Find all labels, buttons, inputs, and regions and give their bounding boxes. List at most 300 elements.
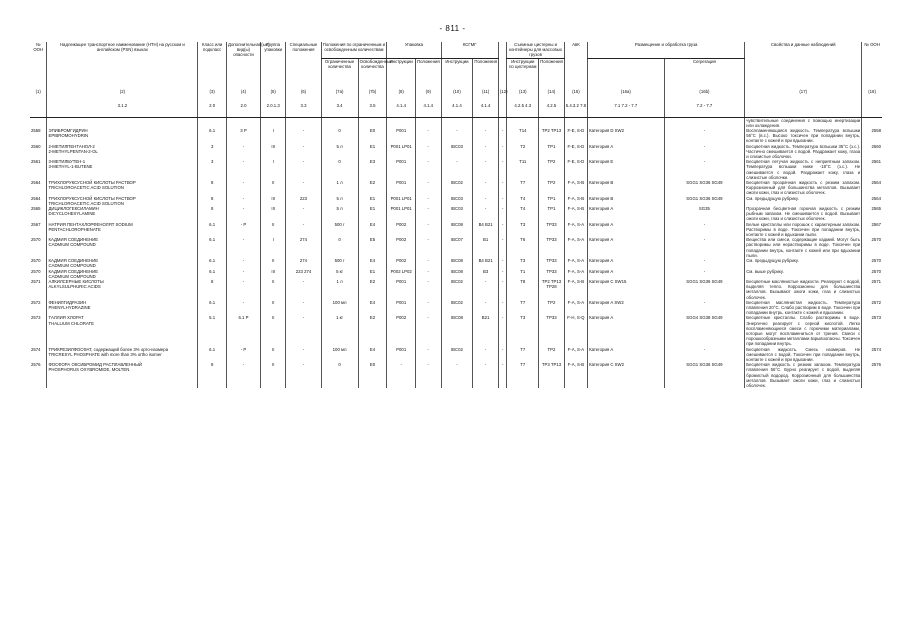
cell-ems: F-A, S-B [564,279,587,300]
header-tanks-group: Съемные цистерны и контейнеры для массовых грузов [507,42,564,58]
cell-ems: F-A, S-B [564,180,587,196]
cell-class: 6.1 [198,347,227,363]
cell-packing-instruction: P001 LP01 [387,144,416,160]
cell-col12: - [498,128,506,144]
cell-tank-provision: TP3 TP13 [539,362,565,388]
cell-col12: - [498,300,506,316]
cell-subsidiary-risk: - [226,279,260,300]
shipping-name-ru: 3-МЕТИЛБУТЕН-1 [48,159,86,165]
cell-ems: F-A, S-A [564,258,587,268]
shipping-name-ru: ФОСФОРА ОКСИБРОМИД РАСПЛАВЛЕННЫЙ [48,362,142,368]
col-ref: 2.0.1.3 [260,103,285,118]
cell-un-number: 2560 [31,143,41,149]
cell-ems: F-A, S-A [564,347,587,363]
shipping-name-ru: НАТРИЯ ПЕНТАХЛОРФЕНОЛЯТ SODIUM [48,221,133,227]
cell-ems: F-A, S-A [564,222,587,238]
cell-stowage: Категория A [588,222,664,238]
header-tank-provisions: Положения [539,58,565,81]
cell-packing-instruction: P001 [387,300,416,316]
cell-tank-instruction: T4 [507,206,539,222]
cell-class: 8 [198,196,227,206]
cell-class [198,117,227,128]
cell-segregation: - [664,347,745,363]
cell-ibc-provision: - [473,180,499,196]
cell-subsidiary-risk: - P [226,222,260,238]
col-num: (12) [498,81,506,103]
cell-properties: Белые кристаллы или порошок с характерным запахом. Растворимы в воде. Токсичен при попадании внутрь, контакте с кожей и вдыхании пыли. [746,221,861,238]
shipping-name-en: DICYCLOHEXYLAMINE [48,211,96,217]
header-packing-group-label: Упаковка [387,42,441,58]
cell-packing-instruction: P001 [387,279,416,300]
header-packing-group: Группа упаковки [260,42,285,81]
cell-packing-provision: - [416,196,441,206]
shipping-name-en: PHENYLHYDRAZINE [48,304,91,310]
header-limited-qty: Ограниченные количества [321,58,358,81]
cell-packing-group: II [260,347,285,363]
cell-un-number-right: 2564 [862,196,882,206]
cell-ibc-provision: B4 B21 [473,258,499,268]
shipping-name-ru: ТРИКРЕЗИЛФОСФАТ, содержащий более 3% орто-изомера [48,346,169,352]
cell-limited-quantity: 1 л [321,180,358,196]
cell-ibc-provision: B1 [473,237,499,258]
cell-ems: F-A, S-A [564,237,587,258]
cell-limited-quantity: 1 кг [321,315,358,346]
header-packing-instructions: Инструкции [387,58,416,81]
cell-packing-group: I [260,237,285,258]
cell-subsidiary-risk: - [226,144,260,160]
cell-segregation: SGG1 SG36 SG49 [664,279,745,300]
cell-class: 6.1 [198,258,227,268]
col-ref: 3.3 [286,103,321,118]
col-ref: 7.1 7.2 - 7.7 [588,103,664,118]
header-ems: АвК [564,42,587,81]
cell-packing-provision: - [416,300,441,316]
col-num: (16a) [588,81,664,103]
cell-tank-provision: TP2 [539,300,565,316]
cell-stowage: Категория А [588,237,664,258]
cell-ibc-provision: - [473,159,499,180]
cell-shipping-name [47,206,198,222]
cell-subsidiary-risk: 3 P [226,128,260,144]
cell-special-provisions: 274 [286,258,321,268]
header-packing-provisions: Положения [416,58,441,81]
cell-properties: Бесцветные кристаллы. Слабо растворимы в воде. Энергично реагирует с серной кислотой. Легко воспламеняющиеся смеси с горючими материалами, которые могут воспламениться от трения. Смеси с порошкообразными металлами взрывоопасны. Токсичен при попадании внутрь. [746,315,861,347]
cell-tank-provision: TP33 [539,315,565,346]
cell-tank-provision: TP2 TP13 TP28 [539,279,565,300]
cell-limited-quantity [321,117,358,128]
cell-tank-provision: TP1 [539,196,565,206]
cell-tank-provision: TP33 [539,237,565,258]
col-num: (5) [260,81,285,103]
cell-ibc-provision: - [473,196,499,206]
shipping-name-ru: ФЕНИЛГИДРАЗИН [48,299,87,305]
cell-ibc-instruction: - [441,159,473,180]
cell-packing-provision: - [416,206,441,222]
cell-limited-quantity: 5 л [321,144,358,160]
cell-col12: - [498,144,506,160]
cell-packing-instruction: P002 [387,222,416,238]
cell-class: 6.1 [198,237,227,258]
cell-ems: F-E, S-D [564,128,587,144]
col-num: (16b) [664,81,745,103]
table-row [30,180,882,196]
table-row [30,258,882,268]
shipping-name-ru: ТРИХЛОРУКСУСНОЙ КИСЛОТЫ РАСТВОР [48,180,136,186]
col-ref [498,103,506,118]
cell-un-number-right: 2573 [862,315,882,346]
col-num: (7a) [321,81,358,103]
cell-properties: Воспламеняющаяся жидкость. Температура вспышки 56°C (в.с.). Высоко токсичен при попадании внутрь, контакте с кожей и при вдыхании. [746,128,861,144]
cell-packing-instruction: P001 LP01 [387,196,416,206]
col-num: (7b) [358,81,387,103]
col-ref: 2.0 [198,103,227,118]
table-row [30,196,882,206]
cell-class: 8 [198,206,227,222]
header-col12 [498,42,506,81]
cell-un-number: 2570 [31,258,41,264]
cell-un-number: 2574 [31,346,41,352]
cell-shipping-name [47,117,198,128]
col-ref: 4.2.5 [539,103,565,118]
cell-shipping-name [47,300,198,316]
cell-properties: Бесцветная прозрачная жидкость с резким запахом. Коррозионный для большинства металлов. Вызывает ожоги кожи, глаз и слизистых оболочек. [746,180,861,196]
cell-tank-instruction: T2 [507,144,539,160]
table-row [30,315,882,346]
cell-subsidiary-risk: 6.1 P [226,315,260,346]
cell-ibc-provision: B3 [473,269,499,279]
cell-un-number: 2573 [31,315,41,321]
col-num: (2) [47,81,198,103]
cell-ems: F-A, S-A [564,300,587,316]
cell-special-provisions: - [286,315,321,346]
header-excepted-qty: Освобожденные количества [358,58,387,81]
cell-stowage: Категория В [588,180,664,196]
cell-segregation: - [664,300,745,316]
header-un-right: № ООН [862,42,882,81]
cell-subsidiary-risk: - [226,300,260,316]
cell-ems: F-A, S-A [564,269,587,279]
table-row [30,222,882,238]
cell-un-number: 2558 [31,128,41,134]
col-num: (15) [564,81,587,103]
cell-packing-provision: - [416,315,441,346]
table-row [30,269,882,279]
cell-packing-instruction: P001 [387,180,416,196]
cell-col12: - [498,362,506,388]
cell-tank-instruction: T7 [507,180,539,196]
cell-un-number-right: 2572 [862,300,882,316]
cell-packing-group [260,117,285,128]
cell-class: 6.1 [198,222,227,238]
cell-stowage: Категория E [588,159,664,180]
col-ref: 4.2.5 4.3 [507,103,539,118]
cell-packing-group: III [260,196,285,206]
cell-ibc-provision: - [473,300,499,316]
header-name: Надлежащее транспортное наименование (НТН) на русском и английском (PSN) языках [47,42,198,81]
header-stowage [588,58,664,81]
cell-ibc-instruction: - [441,362,473,388]
cell-ibc-instruction: IBC02 [441,347,473,363]
cell-special-provisions: - [286,347,321,363]
cell-excepted-quantity: E2 [358,279,387,300]
cell-col12: - [498,347,506,363]
col-num: (11) [473,81,499,103]
cell-special-provisions: 223 [286,196,321,206]
shipping-name-ru: ТРИХЛОРУКСУСНОЙ КИСЛОТЫ РАСТВОР [48,195,136,201]
table-row [30,117,882,128]
cell-special-provisions: - [286,144,321,160]
shipping-name-en: ALKYLSULPHURIC ACIDS [48,284,101,290]
cell-excepted-quantity: E4 [358,347,387,363]
cell-un-number-right: 2565 [862,206,882,222]
cell-subsidiary-risk: - [226,196,260,206]
cell-shipping-name [47,237,198,258]
col-num: (4) [226,81,260,103]
cell-excepted-quantity: E0 [358,362,387,388]
cell-stowage: Категория C SW15 [588,279,664,300]
cell-un-number: 2572 [31,299,41,305]
cell-stowage: Категория A [588,258,664,268]
cell-properties: Бесцветная жидкость. Температура вспышки 35°C (з.с.). Частично смешивается с водой. Раздражает кожу, глаза и слизистые оболочки. [746,143,861,160]
cell-excepted-quantity: E4 [358,222,387,238]
cell-limited-quantity: 0 [321,159,358,180]
col-num: (17) [745,81,862,103]
table-row [30,128,882,144]
cell-segregation [664,117,745,128]
cell-ibc-instruction: IBC02 [441,279,473,300]
col-num: (9) [416,81,441,103]
cell-un-number-right: 2570 [862,269,882,279]
cell-tank-instruction: T4 [507,196,539,206]
cell-class: 3 [198,144,227,160]
header-special-provisions: Специальные положения [286,42,321,81]
cell-excepted-quantity: E5 [358,237,387,258]
header-class: Класс или подкласс [198,42,227,81]
cell-packing-provision: - [416,237,441,258]
col-ref: 7.2 - 7.7 [664,103,745,118]
shipping-name-en: PENTACHLOROPHENATE [48,226,101,232]
shipping-name-en: PHOSPHORUS OXYBROMIDE, MOLTEN [48,367,130,373]
cell-shipping-name [47,279,198,300]
cell-un-number: 2564 [31,180,41,186]
cell-segregation: SGG1 SG36 SG49 [664,180,745,196]
shipping-name-ru: КАДМИЯ СОЕДИНЕНИЕ [48,258,99,264]
cell-packing-group: II [260,362,285,388]
cell-properties: чувствительные соединения с помощью инертизации или охлаждения. [746,117,861,128]
cell-ibc-provision: - [473,144,499,160]
cell-properties: Вещества или смеси, содержащие кадмий. Могут быть растворимы или нерастворимы в воде. Токсичен при попадании внутрь, контакте с кожей или при вдыхании пыли. [746,237,861,258]
shipping-name-ru: ДИЦИКЛОГЕКСИЛАМИН [48,206,99,212]
cell-class: 6.1 [198,269,227,279]
cell-un-number: 2564 [31,195,41,201]
table-row [30,300,882,316]
shipping-name-ru: КАДМИЯ СОЕДИНЕНИЕ [48,237,99,243]
cell-class: 8 [198,362,227,388]
cell-packing-group: II [260,279,285,300]
col-num: (14) [539,81,565,103]
cell-un-number: 2571 [31,278,41,284]
cell-limited-quantity: 500 г [321,222,358,238]
cell-tank-provision: TP1 [539,206,565,222]
cell-limited-quantity: 500 г [321,258,358,268]
cell-stowage: Категория В [588,196,664,206]
cell-special-provisions: - [286,279,321,300]
cell-segregation: SGG1 SG36 SG49 [664,362,745,388]
cell-special-provisions: - [286,300,321,316]
cell-stowage: Категория А [588,206,664,222]
cell-un-number: 2570 [31,237,41,243]
cell-stowage [588,117,664,128]
cell-subsidiary-risk: - P [226,347,260,363]
table-body [30,117,882,388]
header-column-numbers [30,81,882,103]
cell-ibc-provision: - [473,206,499,222]
cell-special-provisions: 223 274 [286,269,321,279]
cell-class: 6.1 [198,128,227,144]
cell-excepted-quantity: E1 [358,206,387,222]
cell-tank-instruction: T8 [507,279,539,300]
header-stowage-group: Размещение и обработка груза [588,42,745,58]
cell-col12: - [498,279,506,300]
cell-stowage: Категория A [588,269,664,279]
cell-excepted-quantity: E2 [358,180,387,196]
cell-properties: Бесцветная жидкость с резким запахом. Температура плавления 56°C. Бурно реагирует с водой, выделяя бромистый водород. Коррозионный для большинства металлов. Вызывает ожоги кожи, глаз и слизистых оболочек. [746,362,861,388]
cell-class: 8 [198,279,227,300]
cell-limited-quantity: 0 [321,362,358,388]
cell-tank-instruction: T11 [507,159,539,180]
cell-ibc-instruction: IBC08 [441,258,473,268]
cell-segregation: - [664,159,745,180]
cell-special-provisions: - [286,222,321,238]
col-num: (8) [387,81,416,103]
cell-segregation: SG35 [664,206,745,222]
cell-packing-group: II [260,258,285,268]
cell-ibc-provision: - [473,128,499,144]
cell-packing-provision: - [416,258,441,268]
cell-packing-instruction [387,117,416,128]
shipping-name-en: CADMIUM COMPOUND [48,273,96,279]
cell-stowage: Категория А [588,144,664,160]
cell-limited-quantity: 5 л [321,206,358,222]
cell-subsidiary-risk [226,117,260,128]
header-quantities-group: Положения по ограниченным и освобожденным количествам [321,42,387,58]
cell-shipping-name [47,159,198,180]
cell-ibc-provision: B21 [473,315,499,346]
cell-tank-instruction: T3 [507,258,539,268]
col-ref: 2.0 [226,103,260,118]
cell-packing-instruction: P002 LP02 [387,269,416,279]
cell-packing-instruction: P001 [387,159,416,180]
cell-stowage: Категория D SW2 [588,128,664,144]
cell-ems: F-A, S-B [564,362,587,388]
table-row [30,347,882,363]
header-segregation: Сегрегация [664,58,745,81]
cell-packing-group: II [260,315,285,346]
cell-excepted-quantity: E4 [358,300,387,316]
cell-excepted-quantity: E4 [358,258,387,268]
cell-ems [564,117,587,128]
shipping-name-ru: АЛКИЛСЕРНЫЕ КИСЛОТЫ [48,278,104,284]
cell-class: 3 [198,159,227,180]
cell-ems: F-A, S-B [564,196,587,206]
cell-packing-instruction: P001 LP01 [387,206,416,222]
cell-class: 6.1 [198,300,227,316]
cell-un-number-right: 2571 [862,279,882,300]
table-header [30,42,882,117]
cell-col12: - [498,159,506,180]
cell-packing-group: II [260,180,285,196]
cell-shipping-name [47,128,198,144]
cell-stowage: Категория C SW2 [588,362,664,388]
col-ref: 4.1.4 [387,103,416,118]
shipping-name-en: CADMIUM COMPOUND [48,263,96,269]
cell-un-number-right: 2561 [862,159,882,180]
dangerous-goods-table [30,42,882,388]
cell-shipping-name [47,222,198,238]
cell-tank-instruction: T7 [507,362,539,388]
cell-subsidiary-risk: - [226,206,260,222]
col-num: (6) [286,81,321,103]
cell-un-number: 2570 [31,268,41,274]
cell-packing-instruction: P002 [387,258,416,268]
cell-ibc-instruction [441,117,473,128]
cell-properties: Бесцветная летучая жидкость с неприятным запахом. Температура вспышки ниже -18°C (з.с.). Не смешивается с водой. Раздражает кожу, глаза и слизистые оболочки. [746,159,861,180]
cell-un-number-right [862,117,882,128]
shipping-name-en: 2-METHYLPENTAN-2-OL [48,148,98,154]
cell-packing-provision: - [416,279,441,300]
cell-ibc-instruction: IBC07 [441,237,473,258]
cell-ibc-provision: - [473,279,499,300]
cell-col12: - [498,222,506,238]
table-row [30,279,882,300]
table-row [30,159,882,180]
shipping-name-ru: КАДМИЯ СОЕДИНЕНИЕ [48,268,99,274]
cell-packing-provision: - [416,144,441,160]
col-ref: 5.4.3.2 7.8 [564,103,587,118]
cell-tank-provision: TP1 [539,144,565,160]
header-references [30,103,882,118]
cell-packing-group: III [260,269,285,279]
cell-tank-provision: TP2 TP13 [539,128,565,144]
shipping-name-ru: ЭПИБРОМГИДРИН [48,128,88,134]
cell-un-number-right: 2574 [862,347,882,363]
shipping-name-en: CADMIUM COMPOUND [48,242,96,248]
cell-ibc-instruction: IBC03 [441,206,473,222]
cell-segregation: - [664,237,745,258]
cell-special-provisions: - [286,128,321,144]
cell-properties: См. предыдущую рубрику. [745,196,862,206]
cell-col12: - [498,180,506,196]
col-num: (3) [198,81,227,103]
cell-packing-instruction: P001 [387,347,416,363]
cell-tank-provision [539,117,565,128]
cell-segregation: SGG1 SG36 SG49 [664,196,745,206]
cell-subsidiary-risk: - [226,258,260,268]
cell-segregation: - [664,128,745,144]
cell-packing-provision [416,117,441,128]
cell-packing-group: II [260,222,285,238]
cell-excepted-quantity [358,117,387,128]
col-num: (13) [507,81,539,103]
cell-ibc-instruction: IBC02 [441,300,473,316]
cell-subsidiary-risk: - [226,237,260,258]
cell-class: 5.1 [198,315,227,346]
cell-properties: См. выше рубрику. [745,269,862,279]
cell-un-number: 2561 [31,159,41,165]
table-row [30,237,882,258]
cell-limited-quantity: 0 [321,237,358,258]
cell-properties: Бесцветные маслянистые жидкости. Реагируют с водой, выделяя тепло. Коррозионны для большинства металлов. Вызывают ожоги кожи, глаз и слизистых оболочек. [746,278,861,300]
